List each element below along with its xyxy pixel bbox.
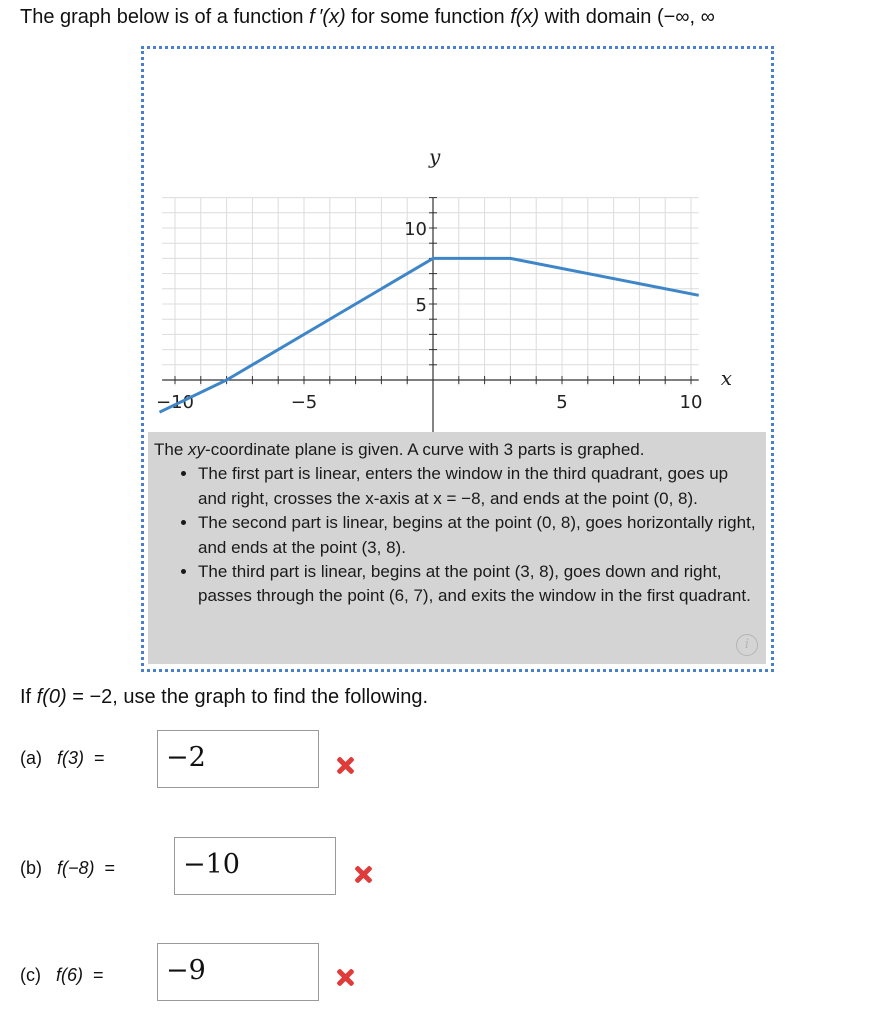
- derivative-graph: [141, 46, 774, 438]
- part-b-label: (b) f(−8) =: [20, 858, 116, 878]
- incorrect-icon: [336, 968, 354, 986]
- x-tick-label: −10: [156, 392, 194, 413]
- x-tick-label: −5: [290, 392, 318, 413]
- problem-statement: [20, 6, 715, 29]
- series-line: [160, 258, 699, 412]
- part-a-label: (a) f(3) =: [20, 748, 105, 768]
- question-text: If f(0) = −2, use the graph to find the following.: [20, 686, 429, 708]
- incorrect-icon: [336, 756, 354, 774]
- description-bullet: • The third part is linear, begins at the point (3, 8), goes down and right, passes through the point (6, 7), and exits the window in the first quadrant.: [198, 560, 758, 609]
- y-axis-label: y: [429, 144, 441, 169]
- intro-prefix: The graph below is of a function: [20, 6, 310, 28]
- y-tick-label: 10: [404, 219, 427, 240]
- description-list: [154, 462, 758, 608]
- y-tick-label: 5: [415, 295, 427, 316]
- intro-mid: for some function: [345, 6, 511, 28]
- x-axis-label: x: [720, 366, 733, 390]
- graph-description: [148, 432, 766, 664]
- answer-input-b[interactable]: −10: [174, 837, 336, 895]
- x-tick-label: 5: [556, 392, 568, 413]
- grid: [162, 198, 699, 386]
- intro-suffix: with domain (−∞, ∞: [539, 6, 715, 28]
- curve: [160, 258, 699, 412]
- incorrect-icon: [354, 865, 372, 883]
- tick-labels: [156, 219, 702, 413]
- info-icon[interactable]: i: [736, 634, 758, 656]
- fx-notation: f(x): [510, 6, 540, 28]
- part-c-label: (c) f(6) =: [20, 965, 104, 985]
- description-intro: The xy-coordinate plane is given. A curve with 3 parts is graphed.: [154, 440, 645, 459]
- description-bullet: • The second part is linear, begins at the point (0, 8), goes horizontally right, and ends at the point (3, 8).: [198, 511, 758, 560]
- answer-input-c[interactable]: −9: [157, 943, 319, 1001]
- fprime-notation: f ′(x): [309, 6, 346, 28]
- axes: [162, 145, 732, 438]
- answer-input-a[interactable]: −2: [157, 730, 319, 788]
- description-bullet: • The first part is linear, enters the window in the third quadrant, goes up and right, crosses the x-axis at x = −8, and ends at the point (0, 8).: [198, 462, 758, 511]
- x-tick-label: 10: [679, 392, 703, 413]
